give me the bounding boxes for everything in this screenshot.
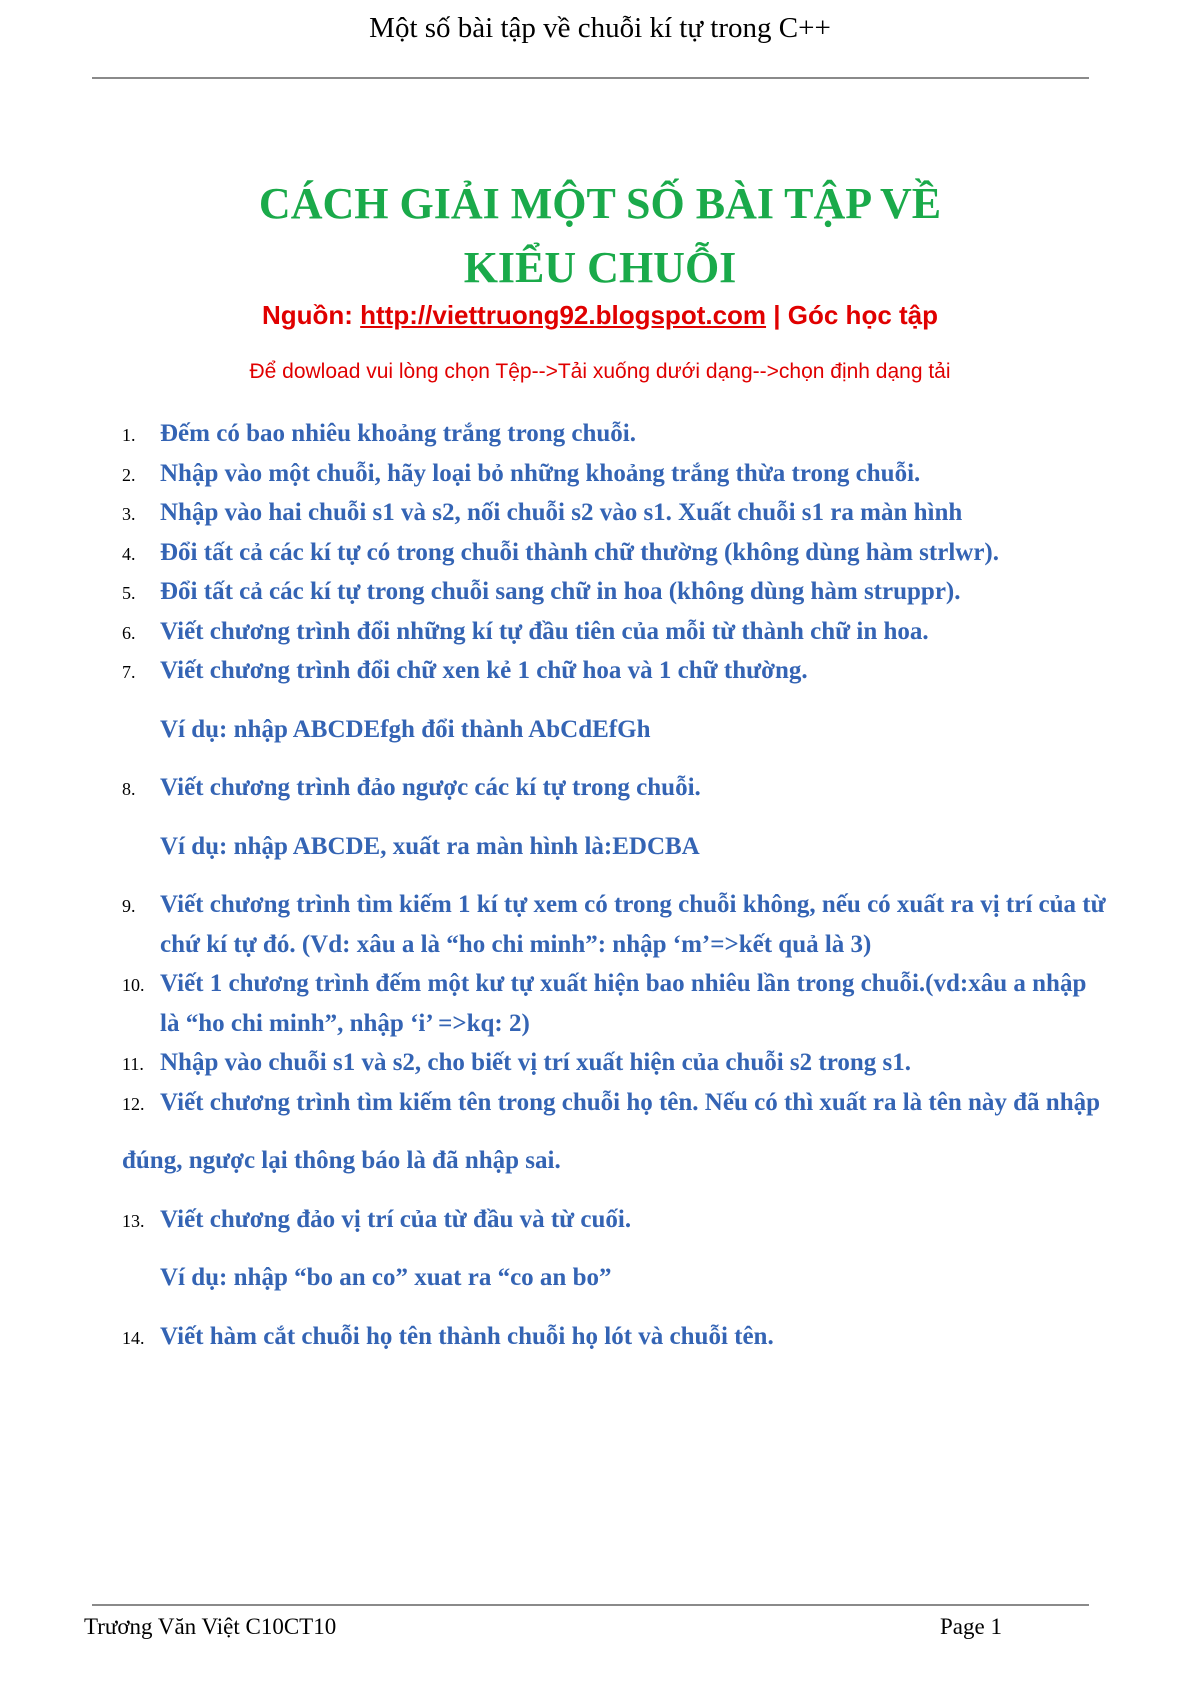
- item-text: Viết chương trình đảo ngược các kí tự trong chuỗi.: [160, 774, 701, 801]
- item-text: Đếm có bao nhiêu khoảng trắng trong chuỗi.: [160, 420, 636, 447]
- item-text: Nhập vào một chuỗi, hãy loại bỏ những khoảng trắng thừa trong chuỗi.: [160, 459, 921, 487]
- item-number: 7.: [122, 662, 136, 682]
- item-text: Viết hàm cắt chuỗi họ tên thành chuỗi họ lót và chuỗi tên.: [160, 1322, 774, 1350]
- source-link[interactable]: http://viettruong92.blogspot.com: [360, 300, 767, 330]
- item-number: 5.: [122, 583, 136, 603]
- item-number: 3.: [122, 504, 136, 524]
- item-text: Viết chương trình tìm kiếm 1 kí tự xem có trong chuỗi không, nếu có xuất ra vị trí của từ chứ kí tự đó. (Vd: xâu a là “ho chi minh”: nhập ‘m’=>kết quả là 3): [160, 891, 1106, 958]
- item-text: Nhập vào chuỗi s1 và s2, cho biết vị trí xuất hiện của chuỗi s2 trong s1.: [160, 1049, 912, 1076]
- list-item: [108, 1200, 1108, 1240]
- item-text: Viết chương trình đổi chữ xen kẻ 1 chữ hoa và 1 chữ thường.: [160, 657, 808, 684]
- download-note: Để dowload vui lòng chọn Tệp-->Tải xuống dưới dạng-->chọn định dạng tải: [249, 360, 951, 383]
- item-number: 10.: [122, 975, 145, 995]
- list-item: [108, 493, 1108, 533]
- item-text: Nhập vào hai chuỗi s1 và s2, nối chuỗi s2 vào s1. Xuất chuỗi s1 ra màn hình: [160, 499, 963, 526]
- footer-rule: [92, 1604, 1089, 1606]
- item-number: 11.: [122, 1054, 144, 1074]
- document-title: [0, 172, 1200, 300]
- item-number: 2.: [122, 464, 136, 485]
- list-item: [108, 454, 1108, 494]
- list-item: [108, 885, 1108, 964]
- item-text: Viết 1 chương trình đếm một kư tự xuất hiện bao nhiêu lần trong chuỗi.(vd:xâu a nhập là “ho chi minh”, nhập ‘i’ =>kq: 2): [160, 970, 1087, 1037]
- title-line-1: CÁCH GIẢI MỘT SỐ BÀI TẬP VỀ: [258, 179, 942, 228]
- list-item: [108, 1317, 1108, 1357]
- list-item: [108, 768, 1108, 808]
- running-header: Một số bài tập về chuỗi kí tự trong C++: [369, 12, 831, 44]
- item-12-continuation: đúng, ngược lại thông báo là đã nhập sai.: [122, 1147, 561, 1174]
- item-number: 13.: [122, 1210, 145, 1231]
- footer-page-number: Page 1: [940, 1614, 1002, 1639]
- item-number: 8.: [122, 779, 136, 799]
- item-number: 6.: [122, 622, 136, 643]
- item-number: 14.: [122, 1327, 145, 1348]
- item-text: Đổi tất cả các kí tự trong chuỗi sang chữ in hoa (không dùng hàm struppr).: [160, 578, 961, 605]
- list-item: [108, 1083, 1108, 1123]
- footer-author: Trương Văn Việt C10CT10: [84, 1614, 337, 1639]
- item-number: 9.: [122, 896, 136, 916]
- list-item: [108, 533, 1108, 573]
- item-number: 1.: [122, 425, 136, 445]
- item-text: Viết chương đảo vị trí của từ đầu và từ cuối.: [160, 1205, 632, 1233]
- source-suffix: | Góc học tập: [766, 300, 939, 330]
- header-rule: [92, 77, 1089, 79]
- item-number: 4.: [122, 543, 136, 564]
- example-13: Ví dụ: nhập “bo an co” xuat ra “co an bo”: [160, 1264, 612, 1291]
- list-item: [108, 572, 1108, 612]
- source-line: [0, 300, 1200, 331]
- item-text: Viết chương trình đổi những kí tự đầu tiên của mỗi từ thành chữ in hoa.: [160, 617, 929, 645]
- list-item: [108, 1043, 1108, 1083]
- example-7: Ví dụ: nhập ABCDEfgh đổi thành AbCdEfGh: [160, 715, 651, 743]
- list-item: [108, 612, 1108, 652]
- list-item: [108, 651, 1108, 691]
- example-8: Ví dụ: nhập ABCDE, xuất ra màn hình là:EDCBA: [160, 832, 700, 860]
- exercise-list: [108, 414, 1108, 1356]
- title-line-2: KIỂU CHUỖI: [463, 243, 737, 292]
- item-number: 12.: [122, 1093, 145, 1114]
- list-item: [108, 414, 1108, 454]
- item-text: Đổi tất cả các kí tự có trong chuỗi thành chữ thường (không dùng hàm strlwr).: [160, 538, 1000, 566]
- item-text: Viết chương trình tìm kiếm tên trong chuỗi họ tên. Nếu có thì xuất ra là tên này đã nhập: [160, 1088, 1101, 1116]
- source-prefix: Nguồn:: [261, 300, 361, 330]
- list-item: [108, 964, 1108, 1043]
